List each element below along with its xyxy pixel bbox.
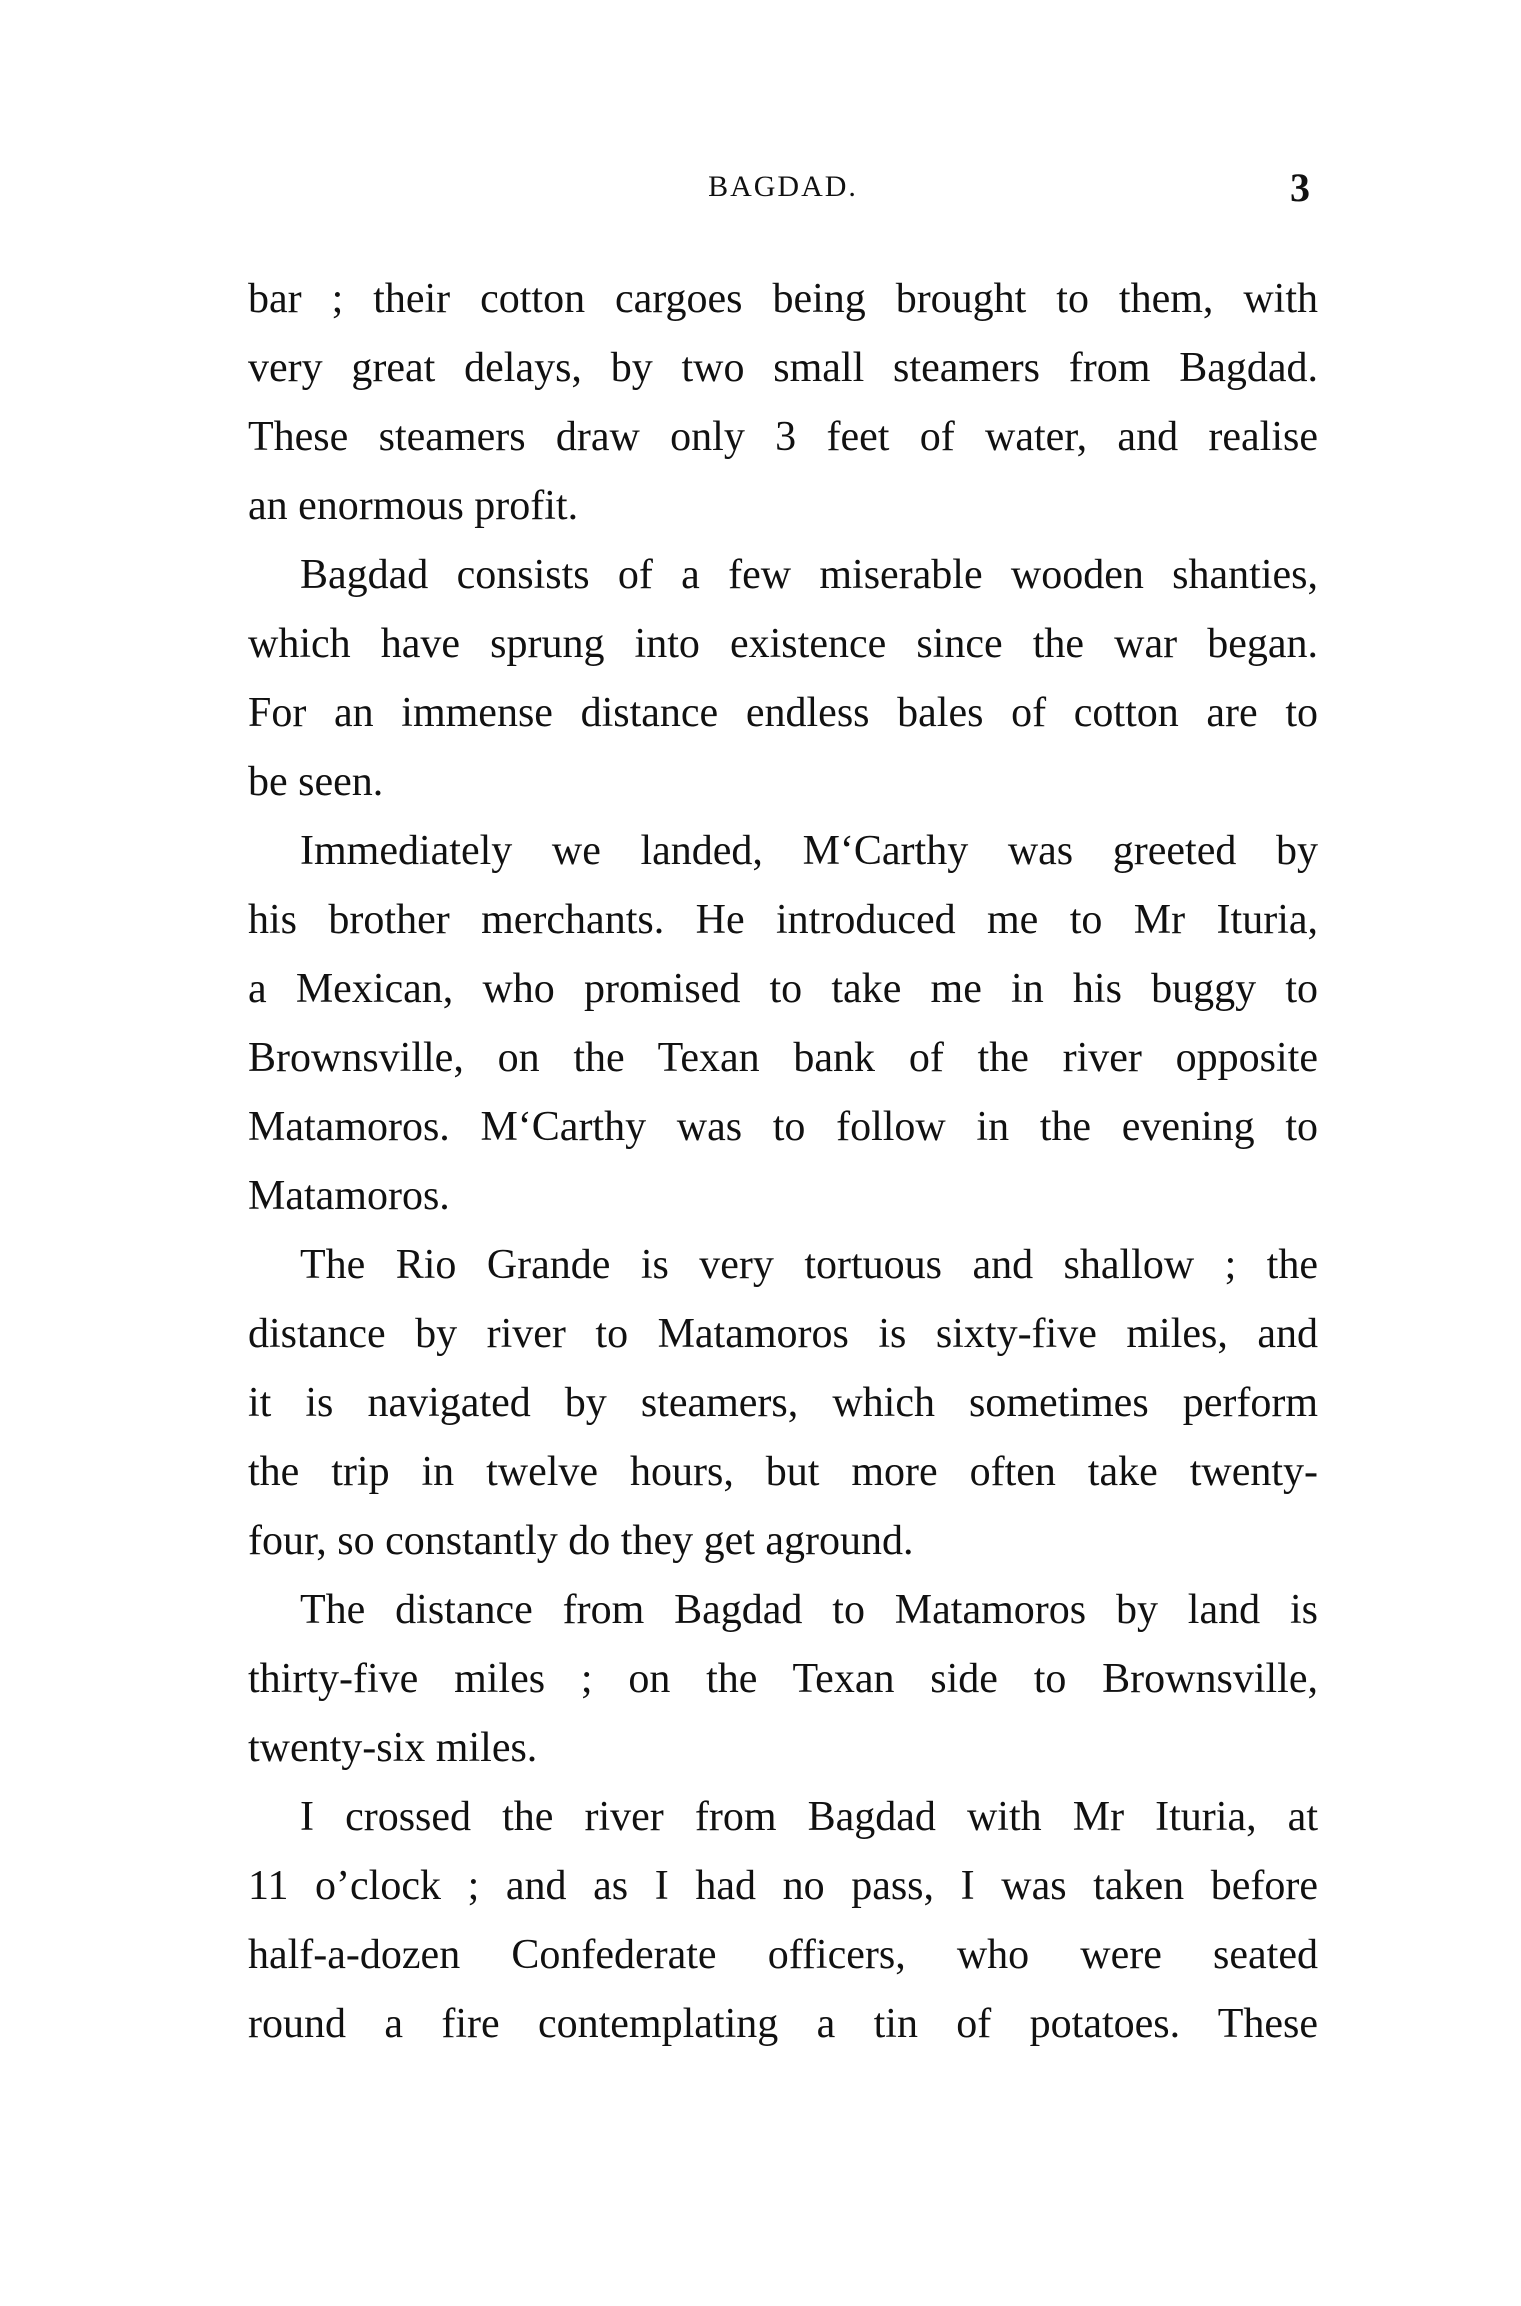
paragraph [248, 1231, 1318, 1576]
paragraph [248, 265, 1318, 541]
text-line: Brownsville, on the Texan bank of the river opposite [248, 1035, 1318, 1081]
text-line: I crossed the river from Bagdad with Mr Ituria, at [300, 1794, 1318, 1840]
text-line: which have sprung into existence since the war began. [248, 621, 1318, 667]
text-line: it is navigated by steamers, which sometimes perform [248, 1380, 1318, 1426]
text-line: These steamers draw only 3 feet of water, and realise [248, 414, 1318, 460]
paragraph [248, 541, 1318, 817]
paragraph [248, 1576, 1318, 1783]
text-line: very great delays, by two small steamers from Bagdad. [248, 345, 1318, 391]
text-line: Immediately we landed, M‘Carthy was greeted by [300, 828, 1318, 874]
paragraph [248, 1783, 1318, 2059]
page-header [248, 165, 1318, 220]
text-line: the trip in twelve hours, but more often take twenty- [248, 1449, 1318, 1495]
text-line: be seen. [248, 759, 384, 805]
text-line: twenty-six miles. [248, 1725, 538, 1771]
text-line: Bagdad consists of a few miserable wooden shanties, [300, 552, 1318, 598]
text-line: four, so constantly do they get aground. [248, 1518, 914, 1564]
text-line: half-a-dozen Confederate officers, who were seated [248, 1932, 1318, 1978]
text-line: thirty-five miles ; on the Texan side to Brownsville, [248, 1656, 1318, 1702]
text-line: Matamoros. [248, 1173, 450, 1219]
running-head: BAGDAD. [708, 170, 858, 203]
text-line: The distance from Bagdad to Matamoros by land is [300, 1587, 1318, 1633]
text-line: For an immense distance endless bales of cotton are to [248, 690, 1318, 736]
text-line: distance by river to Matamoros is sixty-five miles, and [248, 1311, 1318, 1357]
paragraph [248, 817, 1318, 1231]
text-line: an enormous profit. [248, 483, 579, 529]
text-line: his brother merchants. He introduced me to Mr Ituria, [248, 897, 1318, 943]
text-line: round a fire contemplating a tin of potatoes. These [248, 2001, 1318, 2047]
text-line: Matamoros. M‘Carthy was to follow in the evening to [248, 1104, 1318, 1150]
page-number: 3 [1290, 165, 1310, 210]
text-line: a Mexican, who promised to take me in his buggy to [248, 966, 1318, 1012]
text-line: bar ; their cotton cargoes being brought to them, with [248, 276, 1318, 322]
text-line: 11 o’clock ; and as I had no pass, I was taken before [248, 1863, 1318, 1909]
text-line: The Rio Grande is very tortuous and shallow ; the [300, 1242, 1318, 1288]
body-text [248, 265, 1318, 2059]
